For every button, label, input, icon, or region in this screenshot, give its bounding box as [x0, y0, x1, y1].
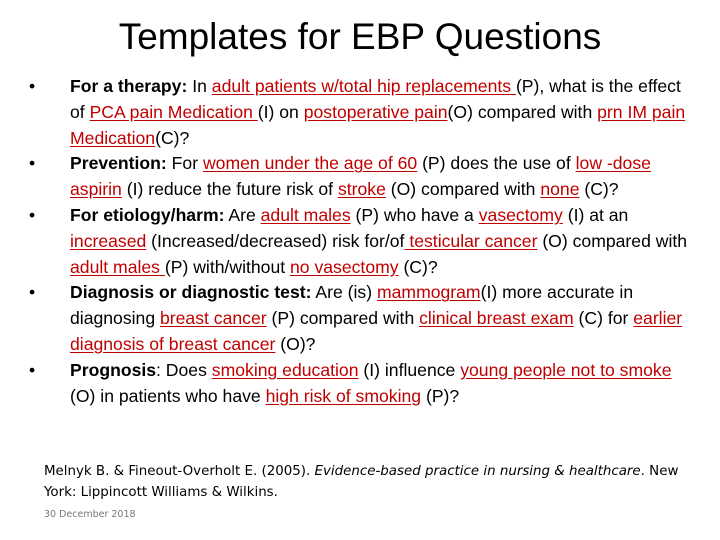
pico-term: mammogram [376, 282, 481, 303]
pico-term: adult males [70, 256, 165, 277]
pico-term: women under the age of 60 [202, 153, 418, 174]
pico-term: low -dose aspirin [70, 153, 651, 200]
slide-date: 30 December 2018 [44, 509, 136, 520]
pico-term: vasectomy [478, 204, 563, 225]
bullet-heading: For etiology/harm: [70, 204, 225, 225]
bullet-text: (C)? [155, 127, 190, 148]
bullet-text: (C)? [579, 179, 619, 200]
question-template-list [26, 74, 696, 409]
pico-term: none [540, 179, 580, 200]
pico-term: stroke [337, 179, 386, 200]
bullet-text: (P)? [421, 385, 460, 406]
pico-term: PCA pain Medication [89, 101, 258, 122]
bullet-text: For [166, 153, 203, 174]
pico-term: postoperative pain [303, 101, 448, 122]
bullet-text: (I) influence [358, 359, 461, 380]
bullet-item [26, 151, 696, 203]
bullet-text: (I) reduce the future risk of [121, 179, 338, 200]
citation [44, 461, 684, 503]
bullet-text: (O) compared with [385, 179, 541, 200]
pico-term: adult males [260, 204, 351, 225]
bullet-heading: For a therapy: [70, 76, 188, 96]
bullet-text: (P) who have a [350, 204, 479, 225]
bullet-text: Are [224, 204, 261, 225]
citation-publisher: . New York: Lippincott Williams & Wilkins. [44, 464, 679, 500]
bullet-heading: Prognosis [70, 359, 157, 380]
citation-book-title: Evidence-based practice in nursing & healthcare [314, 464, 641, 479]
bullet-text: (P) with/without [164, 256, 291, 277]
pico-term: no vasectomy [290, 256, 399, 277]
pico-term: testicular cancer [404, 230, 538, 251]
bullet-text: (O) compared with [537, 230, 688, 251]
pico-term: young people not to smoke [460, 359, 672, 380]
pico-term: breast cancer [160, 308, 267, 329]
bullet-text: (Increased/decreased) risk for/of [146, 230, 405, 251]
bullet-item [26, 203, 696, 280]
bullet-text: (I) at an [562, 204, 629, 225]
bullet-text: (P) compared with [266, 308, 420, 329]
pico-term: high risk of smoking [265, 385, 422, 406]
bullet-text: (O) in patients who have [70, 385, 266, 406]
bullet-text: (O) compared with [447, 101, 598, 122]
pico-term: earlier diagnosis of breast cancer [70, 308, 683, 354]
bullet-text: (I) more accurate in diagnosing [70, 282, 634, 329]
bullet-text: (P) does the use of [417, 153, 576, 174]
bullet-heading: Prevention: [70, 153, 167, 174]
bullet-text: (C) for [573, 308, 634, 329]
bullet-item [26, 74, 696, 151]
citation-authors: Melnyk B. & Fineout-Overholt E. (2005). [44, 464, 315, 479]
pico-term: adult patients w/total hip replacements [211, 76, 516, 96]
bullet-text: (C)? [398, 256, 438, 277]
bullet-text: : Does [156, 359, 212, 380]
pico-term: prn IM pain Medication [70, 101, 686, 148]
pico-term: smoking education [211, 359, 359, 380]
bullet-text: In [187, 76, 212, 96]
bullet-item [26, 280, 696, 357]
bullet-item [26, 358, 696, 410]
slide-title: Templates for EBP Questions [118, 16, 602, 57]
bullet-text: (I) on [257, 101, 304, 122]
bullet-text: (O)? [275, 333, 316, 354]
pico-term: clinical breast exam [419, 308, 574, 329]
bullet-heading: Diagnosis or diagnostic test: [70, 282, 312, 303]
pico-term: increased [70, 230, 147, 251]
bullet-text: (P), what is the effect of [70, 76, 681, 122]
bullet-text: Are (is) [311, 282, 377, 303]
